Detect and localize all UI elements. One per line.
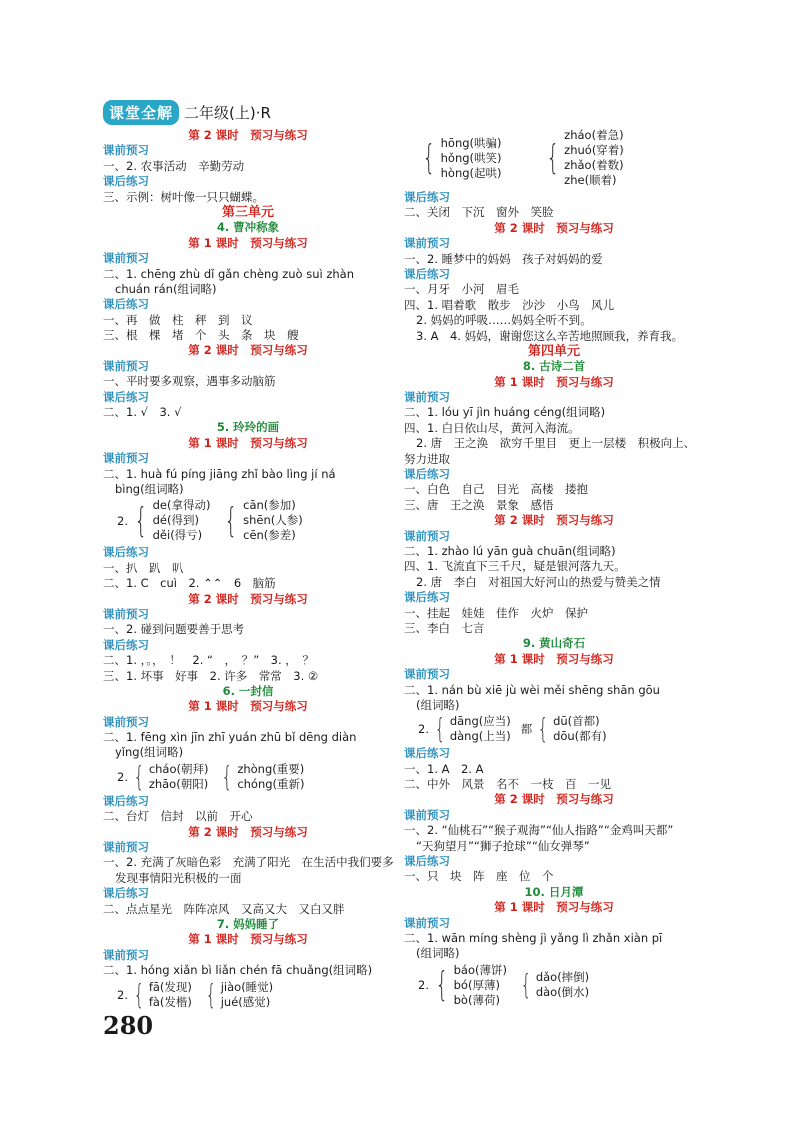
brace-option: dū(首都) xyxy=(553,714,600,729)
answer-line: 二、点点星光 阵阵凉风 又高又大 又白又胖 xyxy=(103,901,345,916)
lesson-title: 9. 黄山奇石 xyxy=(522,636,586,651)
brace-option: cān(参加) xyxy=(243,498,296,513)
brace-icon: { xyxy=(520,968,532,1002)
brace-group xyxy=(431,963,507,1008)
item-number: 2. xyxy=(117,769,128,784)
answer-line: 二、1. wān míng shèng jì yǎng lì zhǎn xiàn pī xyxy=(404,930,663,945)
answer-line: (组词略) xyxy=(416,697,460,712)
answer-line: 一、月牙 小河 眉毛 xyxy=(404,282,519,297)
brace-group xyxy=(542,128,624,188)
lesson-title: 10. 日月潭 xyxy=(524,884,584,899)
lesson-heading: 第 1 课时 预习与练习 xyxy=(494,374,614,389)
answer-line: 四、1. 唱着歌 散步 沙沙 小鸟 风儿 xyxy=(404,297,615,312)
brace-option: jué(感觉) xyxy=(220,994,271,1009)
section-label: 课后练习 xyxy=(103,637,149,652)
answer-line: 二、1. √ 3. √ xyxy=(103,405,182,420)
brace-group xyxy=(202,977,274,1011)
lesson-heading: 第 2 课时 预习与练习 xyxy=(188,591,308,606)
answer-line: 三、1. 坏事 好事 2. 许多 常常 3. ② xyxy=(103,668,319,683)
brace-option: dào(倒水) xyxy=(535,985,590,1000)
section-label: 课后练习 xyxy=(103,297,149,312)
lesson-heading: 第 2 课时 预习与练习 xyxy=(494,513,614,528)
answer-line: 三、示例：树叶像一只只蝴蝶。 xyxy=(103,189,264,204)
answer-line: 二、台灯 信封 以前 开心 xyxy=(103,809,253,824)
answer-line: 二、关闭 下沉 窗外 笑脸 xyxy=(404,205,554,220)
answer-line: 努力进取 xyxy=(404,451,450,466)
polyphone-group xyxy=(404,128,704,188)
brace-icon: { xyxy=(133,759,145,793)
item-number: 2. xyxy=(117,987,128,1002)
brace-option: zhuó(穿着) xyxy=(564,143,624,157)
answer-line: 二、1. C cuì 2. ⌃⌃ 6 脑筋 xyxy=(103,576,276,591)
brace-option: shēn(人参) xyxy=(243,513,303,528)
answer-line: 二、1. zhào lú yān guà chuān(组词略) xyxy=(404,543,616,558)
answer-line: 一、2. 充满了灰暗色彩 充满了阳光 在生活中我们要多 xyxy=(103,855,394,870)
lesson-title: 8. 古诗二首 xyxy=(522,359,586,374)
brace-option: dàng(上当) xyxy=(449,729,511,744)
brace-option: cháo(朝拜) xyxy=(148,761,209,776)
polyphone-group xyxy=(404,963,704,1008)
section-label: 课前预习 xyxy=(404,528,450,543)
section-label: 课后练习 xyxy=(103,389,149,404)
lesson-title: 4. 曹冲称象 xyxy=(216,220,280,235)
brace-option: zhāo(朝阳) xyxy=(148,776,209,791)
lesson-heading: 第 2 课时 预习与练习 xyxy=(188,343,308,358)
brace-icon: { xyxy=(422,138,436,178)
brace-option: de(拿得动) xyxy=(152,498,211,513)
answer-line: 二、1. fēng xìn jīn zhī yuán zhū bǐ dēng diàn xyxy=(103,730,357,745)
lesson-title: 5. 玲玲的画 xyxy=(216,420,280,435)
brace-icon: { xyxy=(545,138,559,178)
lesson-heading: 第 1 课时 预习与练习 xyxy=(494,651,614,666)
answer-line: (组词略) xyxy=(416,946,460,961)
section-label: 课前预习 xyxy=(103,606,149,621)
answer-line: 四、1. 飞流直下三千尺，疑是银河落九天。 xyxy=(404,559,626,574)
answer-line: 一、2. 碰到问题要善于思考 xyxy=(103,622,245,637)
section-label: 课后练习 xyxy=(404,854,450,869)
brace-option: dé(得到) xyxy=(152,513,199,528)
brace-option: zháo(着急) xyxy=(564,128,624,142)
brace-option: zhe(顺着) xyxy=(564,173,617,187)
item-number: 2. xyxy=(418,722,429,737)
section-label: 课后练习 xyxy=(404,590,450,605)
brace-icon: { xyxy=(224,500,238,541)
lesson-heading: 第 1 课时 预习与练习 xyxy=(188,235,308,250)
brace-group xyxy=(220,498,302,543)
section-label: 课前预习 xyxy=(103,451,149,466)
section-label: 课后练习 xyxy=(103,545,149,560)
section-label: 课前预习 xyxy=(404,667,450,682)
section-label: 课前预习 xyxy=(404,390,450,405)
section-label: 课后练习 xyxy=(103,793,149,808)
brace-icon: { xyxy=(134,500,148,541)
character-label: 都 xyxy=(520,722,533,737)
answer-line: 二、中外 风景 名不 一枝 百 一见 xyxy=(404,777,611,792)
polyphone-group xyxy=(404,714,704,744)
item-number: 2. xyxy=(117,513,128,528)
section-label: 课前预习 xyxy=(103,251,149,266)
brace-option: zhòng(重要) xyxy=(237,761,305,776)
lesson-heading: 第 2 课时 预习与练习 xyxy=(494,792,614,807)
answer-line: chuán rán(组词略) xyxy=(115,281,217,296)
item-number: 2. xyxy=(418,978,429,993)
brace-group xyxy=(517,970,589,1000)
left-column xyxy=(103,128,393,1012)
unit-heading: 第四单元 xyxy=(527,343,580,359)
book-logo: 课堂全解 xyxy=(103,100,179,125)
section-label: 课后练习 xyxy=(103,886,149,901)
brace-option: hòng(起哄) xyxy=(440,165,502,180)
brace-group xyxy=(130,498,211,543)
page-header xyxy=(103,100,271,125)
section-label: 课前预习 xyxy=(103,143,149,158)
answer-line: 一、挂起 娃娃 佳作 火炉 保护 xyxy=(404,605,588,620)
section-label: 课前预习 xyxy=(404,807,450,822)
answer-line: 一、白色 自己 目光 高楼 搂抱 xyxy=(404,482,588,497)
answer-line: 一、2. 农事活动 辛勤劳动 xyxy=(103,158,245,173)
brace-option: zhǎo(着数) xyxy=(564,158,624,172)
brace-icon: { xyxy=(205,977,217,1011)
brace-icon: { xyxy=(435,965,449,1006)
brace-icon: { xyxy=(434,712,446,746)
answer-line: 二、1. huà fú píng jiāng zhǐ bào lìng jí ná xyxy=(103,466,336,481)
lesson-heading: 第 1 课时 预习与练习 xyxy=(188,435,308,450)
brace-option: fà(发楷) xyxy=(148,994,192,1009)
lesson-heading: 第 1 课时 预习与练习 xyxy=(494,900,614,915)
brace-option: cēn(参差) xyxy=(243,528,296,543)
answer-line: 2. 妈妈的呼吸……妈妈全听不到。 xyxy=(416,313,592,328)
lesson-title: 6. 一封信 xyxy=(222,683,274,698)
answer-line: 二、1. nán bù xiē jù wèi měi shēng shān gōu xyxy=(404,682,660,697)
brace-icon: { xyxy=(537,712,549,746)
answer-line: yǐng(组词略) xyxy=(115,745,184,760)
section-label: 课前预习 xyxy=(103,840,149,855)
section-label: 课前预习 xyxy=(103,714,149,729)
brace-group xyxy=(130,977,192,1011)
brace-option: fā(发现) xyxy=(148,979,192,994)
polyphone-group xyxy=(103,759,393,793)
answer-line: 二、1. hóng xiǎn bì liǎn chén fā chuǎng(组词略) xyxy=(103,963,373,978)
brace-group xyxy=(418,136,502,181)
answer-line: 三、李白 七言 xyxy=(404,620,485,635)
section-label: 课前预习 xyxy=(404,915,450,930)
section-label: 课后练习 xyxy=(103,174,149,189)
answer-line: 一、2. “仙桃石”“猴子观海”“仙人指路”“金鸡叫天都” xyxy=(404,823,674,838)
section-label: 课后练习 xyxy=(404,746,450,761)
brace-option: dāng(应当) xyxy=(449,714,511,729)
brace-option: děi(得亏) xyxy=(152,528,203,543)
answer-line: 三、唐 王之涣 景象 感悟 xyxy=(404,497,554,512)
answer-line: 一、1. A 2. A xyxy=(404,761,484,776)
answer-line: bìng(组词略) xyxy=(115,481,184,496)
brace-option: jiào(睡觉) xyxy=(220,979,274,994)
section-label: 课前预习 xyxy=(103,358,149,373)
lesson-title: 7. 妈妈睡了 xyxy=(216,916,280,931)
brace-group xyxy=(218,759,305,793)
right-column xyxy=(404,128,704,1010)
answer-line: 3. A 4. 妈妈，谢谢您这么辛苦地照顾我，养育我。 xyxy=(416,328,684,343)
polyphone-group xyxy=(103,498,393,543)
brace-option: hǒng(哄笑) xyxy=(440,150,502,165)
section-label: 课前预习 xyxy=(103,947,149,962)
brace-group xyxy=(431,714,511,744)
answer-line: 发现事情阳光积极的一面 xyxy=(115,870,242,885)
brace-group xyxy=(521,714,607,744)
section-label: 课后练习 xyxy=(404,266,450,281)
grade-label: 二年级(上)·R xyxy=(184,104,271,122)
section-label: 课后练习 xyxy=(404,190,450,204)
brace-option: dōu(都有) xyxy=(553,729,607,744)
brace-icon: { xyxy=(222,759,233,793)
brace-option: chóng(重新) xyxy=(237,776,305,791)
unit-heading: 第三单元 xyxy=(221,204,274,220)
answer-line: 一、2. 睡梦中的妈妈 孩子对妈妈的爱 xyxy=(404,251,603,266)
brace-option: hōng(哄骗) xyxy=(440,135,502,150)
answer-line: 一、扒 趴 叭 xyxy=(103,560,184,575)
brace-icon: { xyxy=(133,977,145,1011)
answer-line: 2. 唐 王之涣 欲穷千里目 更上一层楼 积极向上、 xyxy=(416,436,696,451)
brace-group xyxy=(130,759,209,793)
answer-line: 二、1. ，。， ！ 2. “ ， ？” 3. ， ？ xyxy=(103,653,315,668)
lesson-heading: 第 2 课时 预习与练习 xyxy=(188,128,308,142)
answer-line: 三、根 棵 堵 个 头 条 块 艘 xyxy=(103,328,299,343)
answer-line: 2. 唐 李白 对祖国大好河山的热爱与赞美之情 xyxy=(416,574,661,589)
brace-option: bó(厚薄) xyxy=(453,977,500,992)
brace-option: bò(薄荷) xyxy=(453,992,500,1007)
answer-line: 二、1. lóu yī jìn huáng céng(组词略) xyxy=(404,405,606,420)
lesson-heading: 第 2 课时 预习与练习 xyxy=(494,220,614,235)
section-label: 课后练习 xyxy=(404,467,450,482)
polyphone-group xyxy=(103,977,393,1011)
answer-line: 一、只 块 阵 座 位 个 xyxy=(404,869,554,884)
brace-option: báo(薄饼) xyxy=(453,962,507,977)
brace-option: dǎo(摔倒) xyxy=(535,970,590,985)
lesson-heading: 第 2 课时 预习与练习 xyxy=(188,824,308,839)
page-number: 280 xyxy=(103,1011,154,1040)
answer-line: 一、再 做 柱 秤 到 议 xyxy=(103,312,253,327)
answer-line: 四、1. 白日依山尽，黄河入海流。 xyxy=(404,420,580,435)
section-label: 课前预习 xyxy=(404,236,450,251)
lesson-heading: 第 1 课时 预习与练习 xyxy=(188,699,308,714)
answer-line: 二、1. chēng zhù dǐ gǎn chèng zuò suì zhàn xyxy=(103,266,355,281)
answer-line: “天狗望月”“狮子抢球”“仙女弹琴” xyxy=(416,838,590,853)
answer-line: 一、平时要多观察，遇事多动脑筋 xyxy=(103,374,276,389)
lesson-heading: 第 1 课时 预习与练习 xyxy=(188,932,308,947)
